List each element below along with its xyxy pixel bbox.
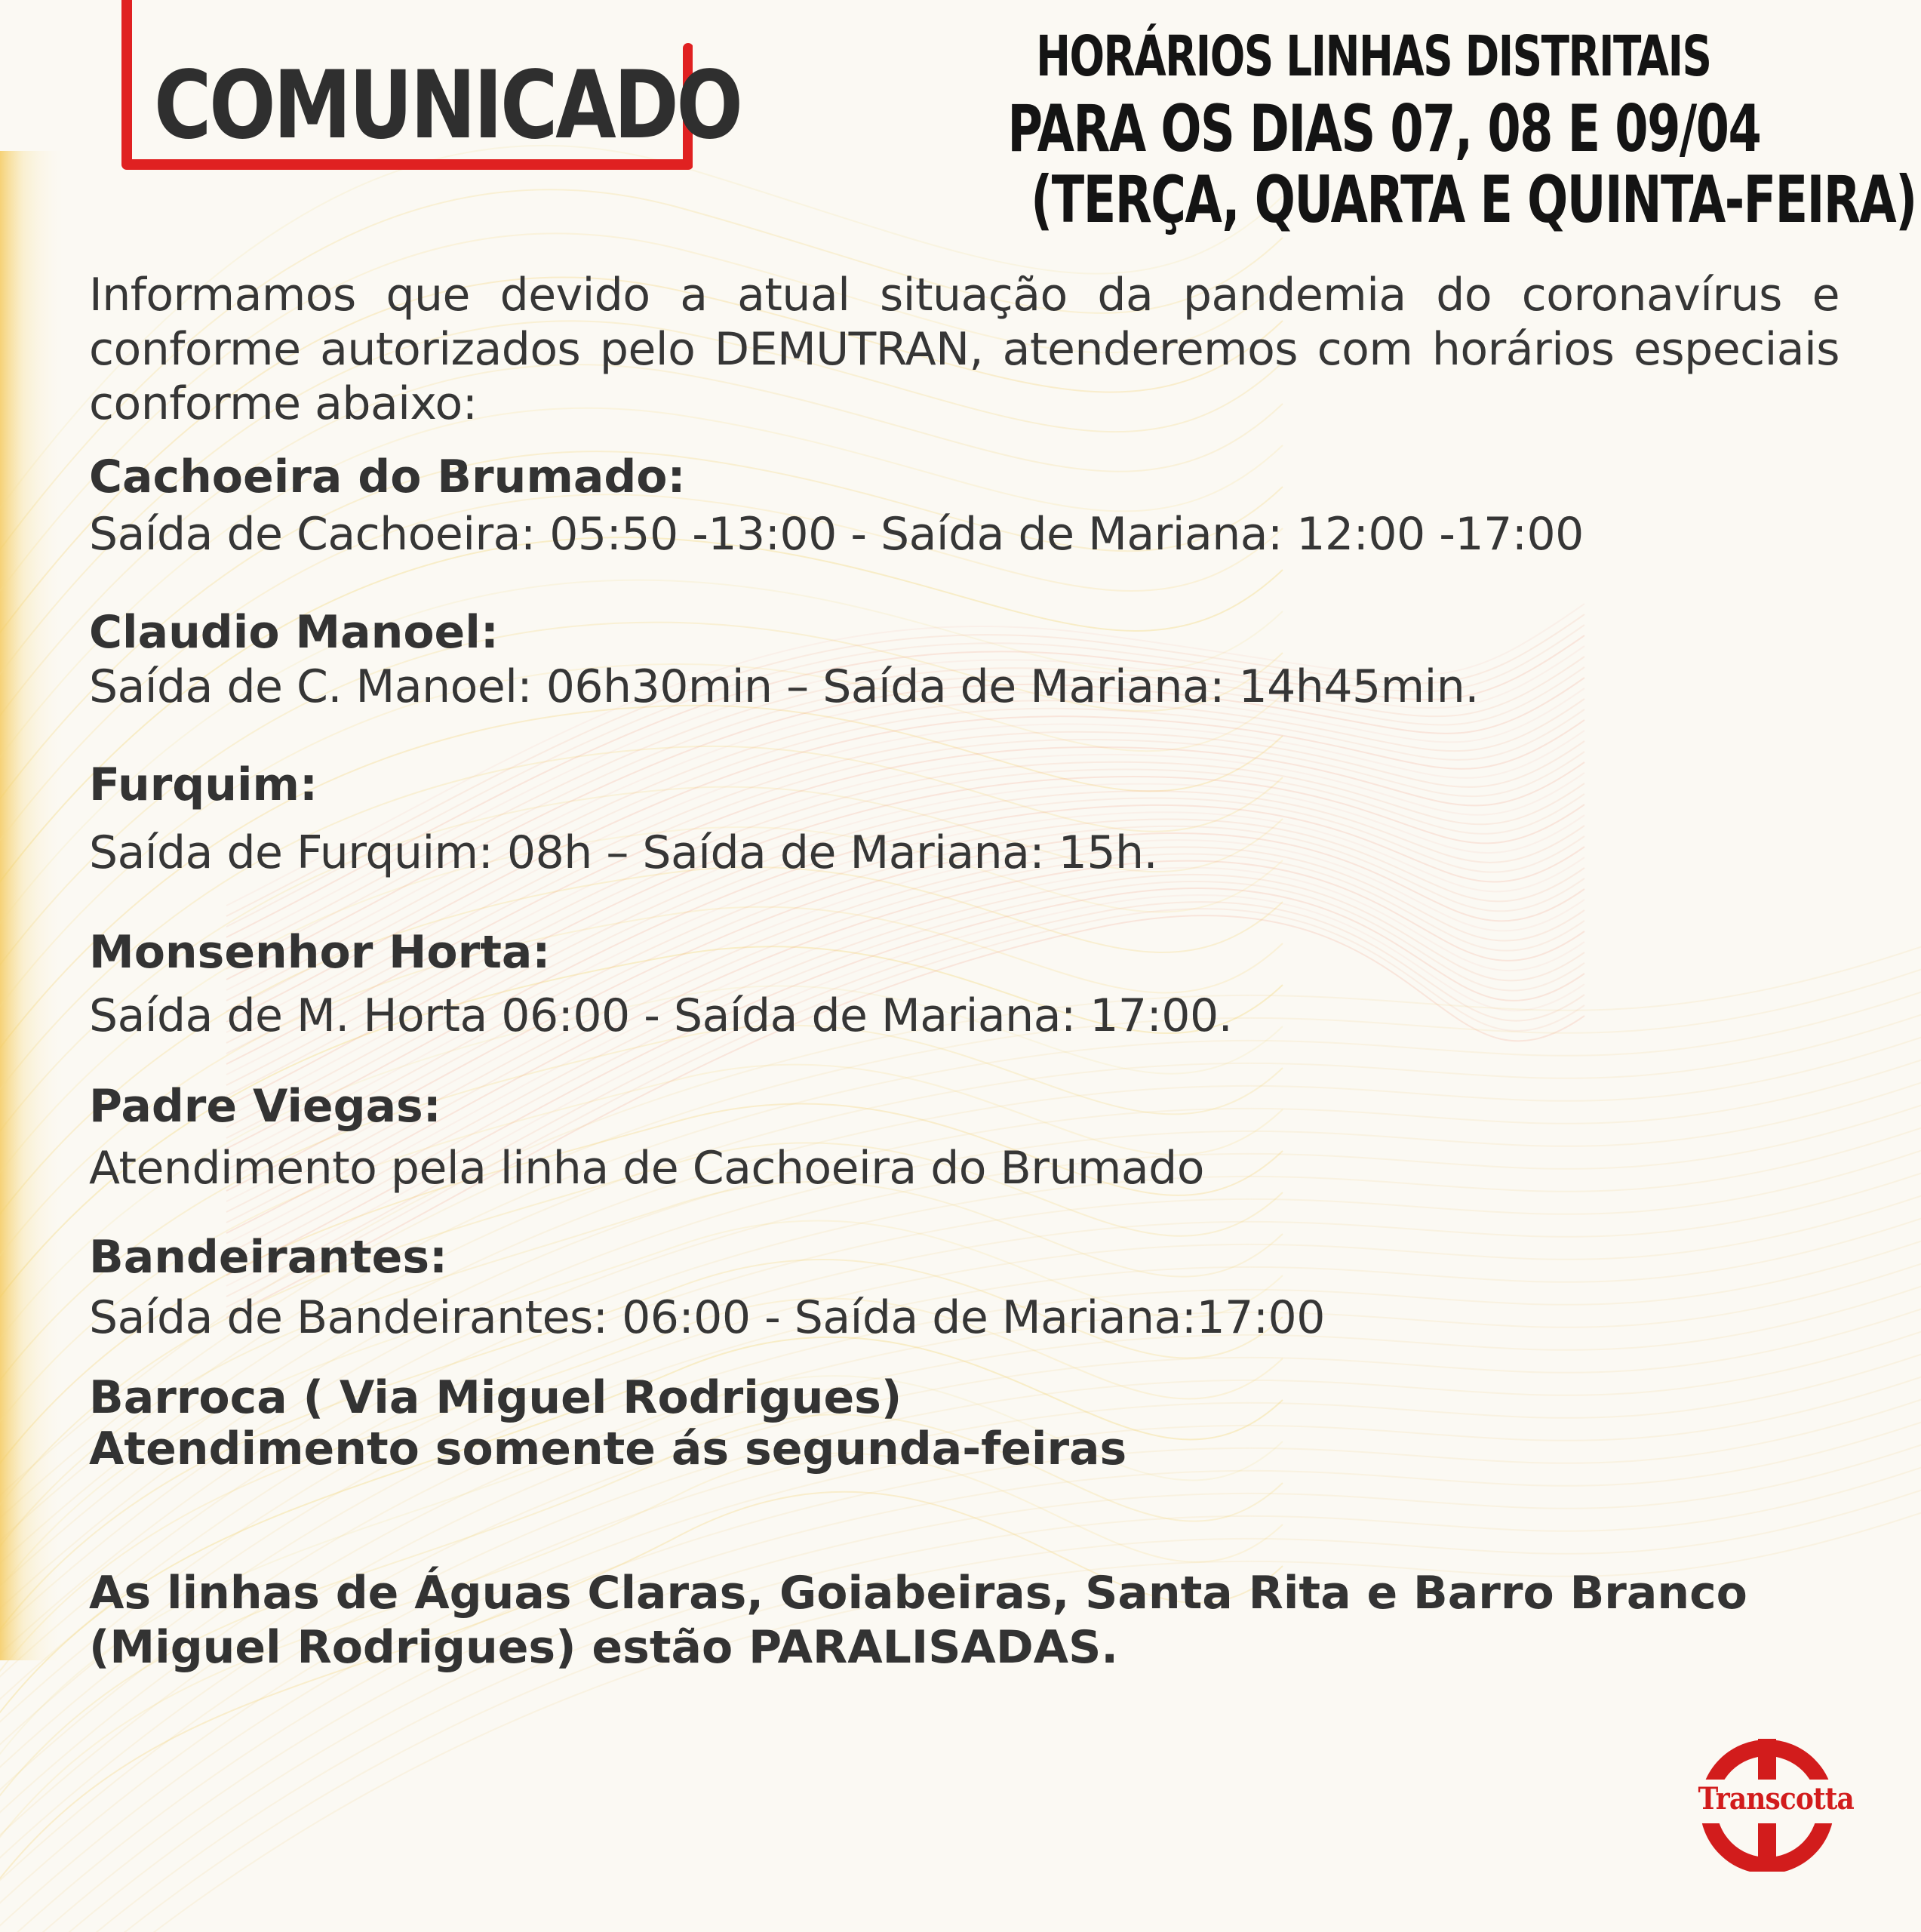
paralyzed-lines-note: As linhas de Águas Claras, Goiabeiras, Santa Rita e Barro Branco (Miguel Rodrigues) estão PARALISADAS. xyxy=(89,1567,1747,1674)
route-title-barroca: Barroca ( Via Miguel Rodrigues) xyxy=(89,1371,902,1424)
comunicado-stamp xyxy=(121,0,741,172)
route-title-padre-viegas: Padre Viegas: xyxy=(89,1080,441,1133)
headline-line-2: PARA OS DIAS 07, 08 E 09/04 xyxy=(1007,91,1761,167)
route-title-furquim: Furquim: xyxy=(89,758,318,811)
headline-line-3: (TERÇA, QUARTA E QUINTA-FEIRA) xyxy=(1031,162,1916,238)
route-title-cachoeira: Cachoeira do Brumado: xyxy=(89,451,686,503)
route-schedule-claudio-manoel: Saída de C. Manoel: 06h30min – Saída de Mariana: 14h45min. xyxy=(89,660,1479,713)
stamp-label: COMUNICADO xyxy=(154,51,741,160)
route-title-monsenhor-horta: Monsenhor Horta: xyxy=(89,926,551,979)
transcotta-logo-text: Transcotta xyxy=(1698,1781,1854,1817)
intro-paragraph: Informamos que devido a atual situação da pandemia do coronavírus e conforme autorizados pelo DEMUTRAN, atenderemos com horários especiais conforme abaixo: xyxy=(89,269,1840,430)
route-schedule-bandeirantes: Saída de Bandeirantes: 06:00 - Saída de Mariana:17:00 xyxy=(89,1291,1325,1344)
route-schedule-barroca: Atendimento somente ás segunda-feiras xyxy=(89,1423,1127,1475)
route-title-bandeirantes: Bandeirantes: xyxy=(89,1231,448,1284)
route-schedule-padre-viegas: Atendimento pela linha de Cachoeira do Brumado xyxy=(89,1142,1204,1195)
route-schedule-furquim: Saída de Furquim: 08h – Saída de Mariana: 15h. xyxy=(89,826,1158,879)
route-schedule-cachoeira: Saída de Cachoeira: 05:50 -13:00 - Saída de Mariana: 12:00 -17:00 xyxy=(89,508,1584,561)
route-title-claudio-manoel: Claudio Manoel: xyxy=(89,606,499,659)
headline-line-1: HORÁRIOS LINHAS DISTRITAIS xyxy=(1035,24,1711,89)
route-schedule-monsenhor-horta: Saída de M. Horta 06:00 - Saída de Mariana: 17:00. xyxy=(89,989,1233,1042)
